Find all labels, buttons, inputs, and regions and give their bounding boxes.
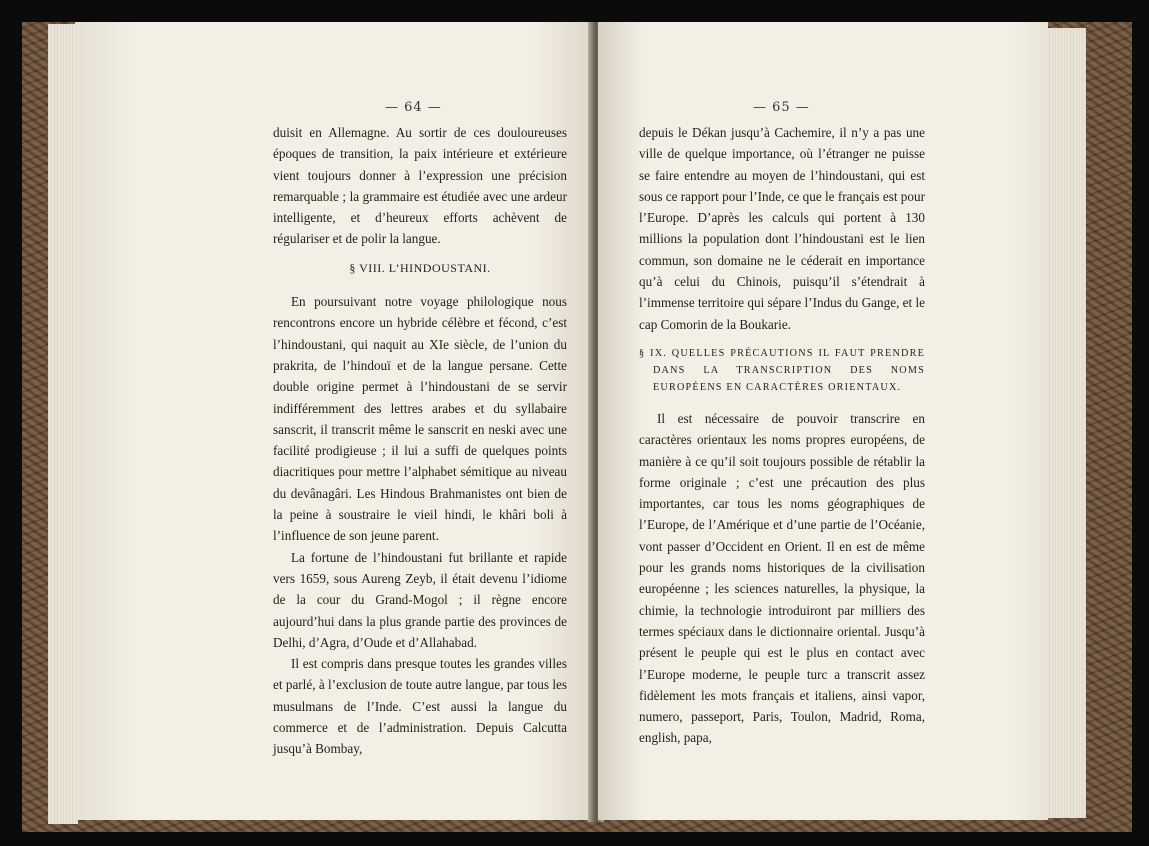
left-page-body [273, 122, 567, 760]
left-paragraph-1: duisit en Allemagne. Au sortir de ces douloureuses époques de transition, la paix intérieure et extérieure vient toujours donner à l’expression une précision remarquable ; la grammaire est étudiée avec une ardeur intelligente, et d’heureux efforts achèvent de régulariser et de polir la langue. [273, 125, 567, 247]
left-page-edges [48, 24, 78, 824]
right-paragraph-1: depuis le Dékan jusqu’à Cachemire, il n’y a pas une ville de quelque importance, où l’étranger ne puisse se faire entendre au moyen de l’hindoustani, qui est sous ce rapport pour l’Inde, ce que le français est pour l’Europe. D’après les calculs qui portent à 130 millions la population dont l’hindoustani est le lien commun, son domaine ne le céderait en importance qu’à celui du Chinois, puisqu’il s’étendrait à l’immense territoire qui sépare l’Indus du Gange, et le cap Comorin de la Boukarie. [639, 125, 925, 332]
page-number-right: — 65 — [753, 100, 810, 115]
left-paragraph-2: En poursuivant notre voyage philologique nous rencontrons encore un hybride célèbre et fécond, c’est l’hindoustani, qui naquit au XIe siècle, de l’union du prakrita, de l’hindouï et de la langue persane. Cette double origine permet à l’hindoustani de se servir indifféremment des lettres arabes et du syllabaire sanscrit, il transcrit même le sanscrit en neski avec une facilité prodigieuse ; il lui a suffi de quelques points diacritiques pour mettre l’alphabet sémitique au niveau du devânagâri. Les Hindous Brahmanistes ont bien de la peine à soustraire le vieil hindi, le khâri boli à l’influence de son jeune parent. [273, 294, 567, 544]
right-page [598, 22, 1048, 820]
section-heading-ix: § IX. QUELLES PRÉCAUTIONS IL FAUT PRENDRE DANS LA TRANSCRIPTION DES NOMS EUROPÉENS EN CARACTÈRES ORIENTAUX. [639, 347, 925, 393]
section-heading-viii: § VIII. L’HINDOUSTANI. [349, 260, 491, 275]
left-page [75, 22, 595, 820]
right-page-body [639, 122, 925, 749]
right-paragraph-2: Il est nécessaire de pouvoir transcrire en caractères orientaux les noms propres européens, de manière à ce qu’il soit toujours possible de rétablir la forme originale ; c’est une précaution des plus importantes, car tous les noms géographiques de l’Europe, de l’Amérique et d’une partie de l’Océanie, vont passer d’Occident en Orient. Il en est de même pour les grands noms historiques de la civilisation européenne ; les sciences naturelles, la physique, la chimie, la technologie introduiront par milliers des termes spéciaux dans le dictionnaire oriental. Jusqu’à présent le peuple qui est le plus en contact avec l’Europe moderne, le peuple turc a transcrit assez fidèlement les mots français et italiens, ainsi vapor, numero, passeport, Paris, Toulon, Madrid, Roma, english, papa, [639, 410, 925, 746]
left-paragraph-3: La fortune de l’hindoustani fut brillante et rapide vers 1659, sous Aureng Zeyb, il était devenu l’idiome de la cour du Grand-Mogol ; il règne encore aujourd’hui dans la plus grande partie des provinces de Delhi, d’Agra, d’Oude et d’Allahabad. [273, 549, 567, 650]
left-paragraph-4: Il est compris dans presque toutes les grandes villes et parlé, à l’exclusion de toute autre langue, par tous les musulmans de l’Inde. C’est aussi la langue du commerce et de l’administration. Depuis Calcutta jusqu’à Bombay, [273, 656, 567, 757]
page-number-left: — 64 — [385, 100, 442, 115]
right-page-edges [1046, 28, 1086, 818]
